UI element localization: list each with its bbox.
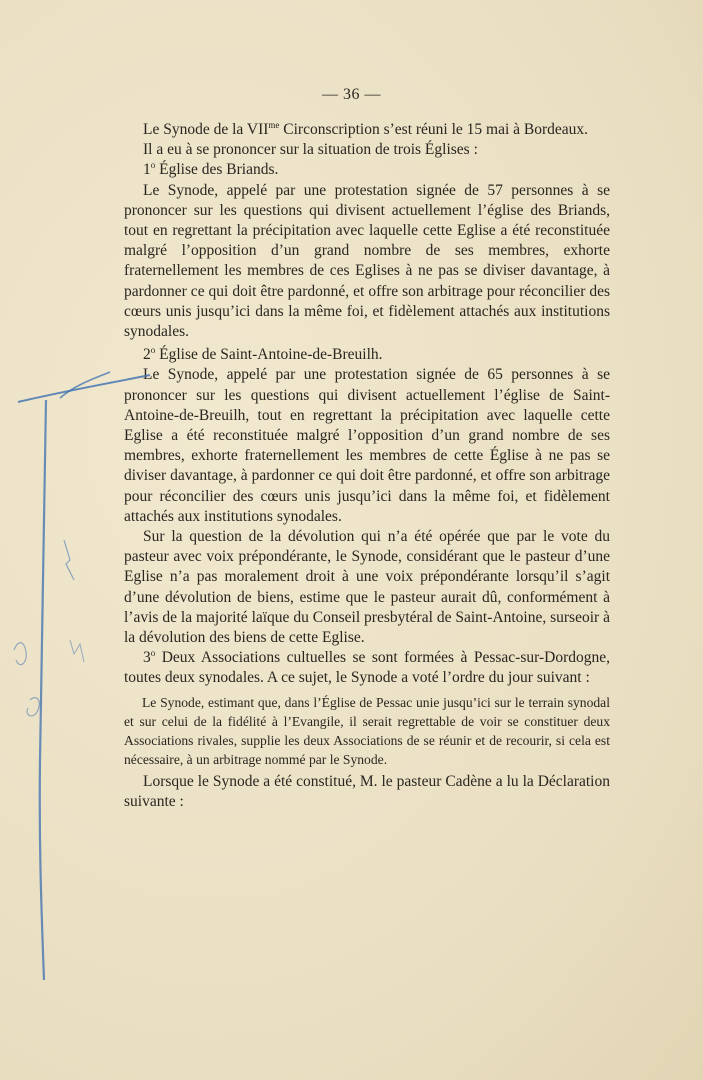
resolution-quote: Le Synode, estimant que, dans l’Église de Pessac unie jusqu’ici sur le terrain synodal et sur celui de la fidélité à l’Evangile, il serait regrettable de voir se constituer deux Associations rivales, supplie les deux Associations de se réunir et de recourir, si cela est nécessaire, à un arbitrage nommé par le Synode. <box>124 694 610 768</box>
section-2-body: Le Synode, appelé par une protestation signée de 65 personnes à se prononcer sur les questions qui divisent actuellement l’église de Saint-Antoine-de-Breuilh, tout en regrettant la précipitation avec laquelle cette Eglise a été reconstituée malgré l’opposition d’un grand nombre de ses membres, exhorte fraternellement les membres de cette Église à ne pas se diviser davantage, à pardonner ce qui doit être pardonné, et offre son arbitrage pour réconcilier des cœurs unis jusqu’ici dans la même foi, et fidèlement attachés aux institutions synodales. <box>124 366 610 525</box>
pencil-scribble-3 <box>27 698 39 716</box>
intro-paragraph: Le Synode de la $VII^{me}$ Circonscription s’est réuni le 15 mai à Bordeaux. <box>143 119 589 138</box>
pencil-scribble-4 <box>70 640 84 662</box>
page-number: — 36 — <box>322 86 381 103</box>
pencil-scribble-2 <box>14 643 26 665</box>
section-2-heading: 2$^o$ Église de Saint-Antoine-de-Breuilh. <box>143 345 383 364</box>
pencil-scribble-1 <box>64 540 74 580</box>
pencil-arrow-stroke <box>60 372 110 398</box>
intro-line-2: Il a eu à se prononcer sur la situation de trois Églises : <box>143 141 478 159</box>
section-1-heading: 1$^o$ Église des Briands. <box>143 160 279 179</box>
pencil-vertical-stroke <box>40 400 46 980</box>
document-body <box>124 120 610 812</box>
section-3-body: 3$^o$ Deux Associations cultuelles se sont formées à Pessac-sur-Dordogne, toutes deux synodales. A ce sujet, le Synode a voté l’ordre du jour suivant : <box>124 648 610 687</box>
section-2-devolution: Sur la question de la dévolution qui n’a été opérée que par le vote du pasteur avec voix prépondérante, le Synode, considérant que le pasteur d’une Eglise n’a pas moralement droit à une voix prépondérante lorsqu’il s’agit d’une dévolution de biens, estime que le pasteur aurait dû, conformément à l’avis de la majorité laïque du Conseil presbytéral de Saint-Antoine, surseoir à la dévolution des biens de cette Eglise. <box>124 528 610 647</box>
closing-paragraph: Lorsque le Synode a été constitué, M. le pasteur Cadène a lu la Déclaration suivante : <box>124 772 610 810</box>
section-1-body: Le Synode, appelé par une protestation signée de 57 personnes à se prononcer sur les questions qui divisent actuellement l’église des Briands, tout en regrettant la précipitation avec laquelle cette Eglise a été reconstituée malgré l’opposition d’un grand nombre de ses membres, exhorte fraternellement les membres de ces Eglises à ne pas se diviser davantage, à pardonner ce qui doit être pardonné, et offre son arbitrage pour réconcilier des cœurs unis jusqu’ici dans la même foi, et fidèlement attachés aux institutions synodales. <box>124 181 610 341</box>
